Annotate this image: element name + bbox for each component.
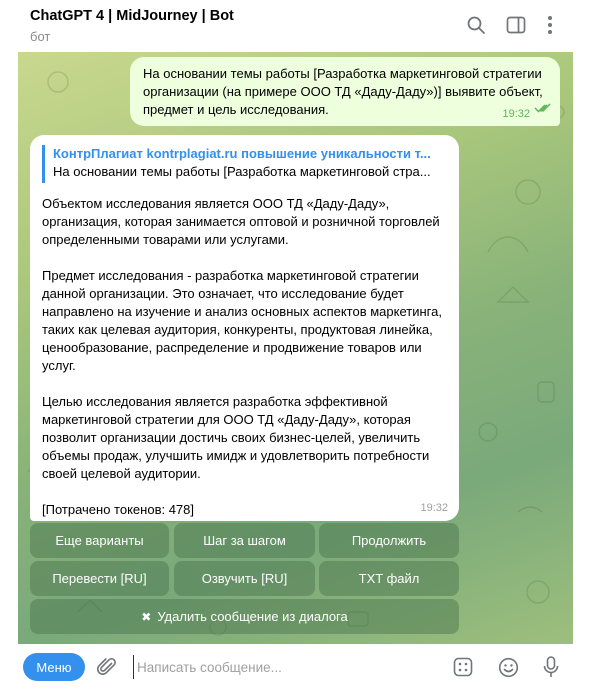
chat-header xyxy=(0,0,591,52)
attach-icon[interactable] xyxy=(95,655,119,679)
reply-quote-title: КонтрПлагиат kontrplagiat.ru повышение уникальности т... xyxy=(53,146,431,161)
message-input[interactable] xyxy=(133,655,433,679)
close-icon: ✖ xyxy=(141,609,152,624)
message-paragraph-goal: Целью исследования является разработка эффективной маркетинговой стратегии для ООО ТД «Даду-Даду», которая позволит организации достичь своих бизнес-целей, увеличить объемы продаж, улучшить имидж и удовлетворить потребности своей целевой аудитории. xyxy=(42,394,430,481)
voice-button[interactable]: Озвучить [RU] xyxy=(174,561,315,596)
continue-button[interactable]: Продолжить xyxy=(319,523,459,558)
delete-message-button[interactable] xyxy=(30,599,459,634)
tokens-spent-text: [Потрачено токенов: 478] xyxy=(42,502,194,517)
step-by-step-button[interactable]: Шаг за шагом xyxy=(174,523,315,558)
search-icon[interactable] xyxy=(465,14,487,36)
outgoing-message[interactable] xyxy=(130,57,560,126)
bot-commands-icon[interactable] xyxy=(451,655,475,679)
chat-subtitle: бот xyxy=(30,29,51,44)
message-paragraph-object: Объектом исследования является ООО ТД «Даду-Даду», организация, которая занимается оптовой и розничной торговлей определенными товарами или услугами. xyxy=(42,196,440,247)
outgoing-message-time: 19:32 xyxy=(502,108,530,120)
emoji-icon[interactable] xyxy=(496,655,520,679)
txt-file-button[interactable]: TXT файл xyxy=(319,561,459,596)
more-vertical-icon[interactable] xyxy=(539,14,561,36)
sidebar-toggle-icon[interactable] xyxy=(505,14,527,36)
message-composer xyxy=(0,644,591,689)
reply-quote[interactable] xyxy=(42,145,447,183)
incoming-message[interactable] xyxy=(30,135,459,521)
message-paragraph-subject: Предмет исследования - разработка маркетинговой стратегии данной организации. Это означает, что исследование будет направлено на изучение и анализ основных аспектов маркетинга, таких как целевая аудитория, конкуренты, продуктовая линейка, ценообразование, распределение и продвижение товаров или услуг. xyxy=(42,268,442,373)
double-check-icon xyxy=(534,100,552,118)
delete-message-label: Удалить сообщение из диалога xyxy=(157,609,348,624)
bot-menu-button[interactable]: Меню xyxy=(23,653,85,681)
outgoing-message-text: На основании темы работы [Разработка маркетинговой стратегии организации (на примере ООО ТД «Даду-Даду»)] выявите объект, предмет и цель исследования. xyxy=(143,66,543,117)
microphone-icon[interactable] xyxy=(539,655,563,679)
chat-title[interactable]: ChatGPT 4 | MidJourney | Bot xyxy=(30,8,234,24)
more-variants-button[interactable]: Еще варианты xyxy=(30,523,169,558)
incoming-message-time: 19:32 xyxy=(420,502,448,514)
reply-quote-text: На основании темы работы [Разработка маркетинговой стра... xyxy=(53,164,431,179)
translate-button[interactable]: Перевести [RU] xyxy=(30,561,169,596)
